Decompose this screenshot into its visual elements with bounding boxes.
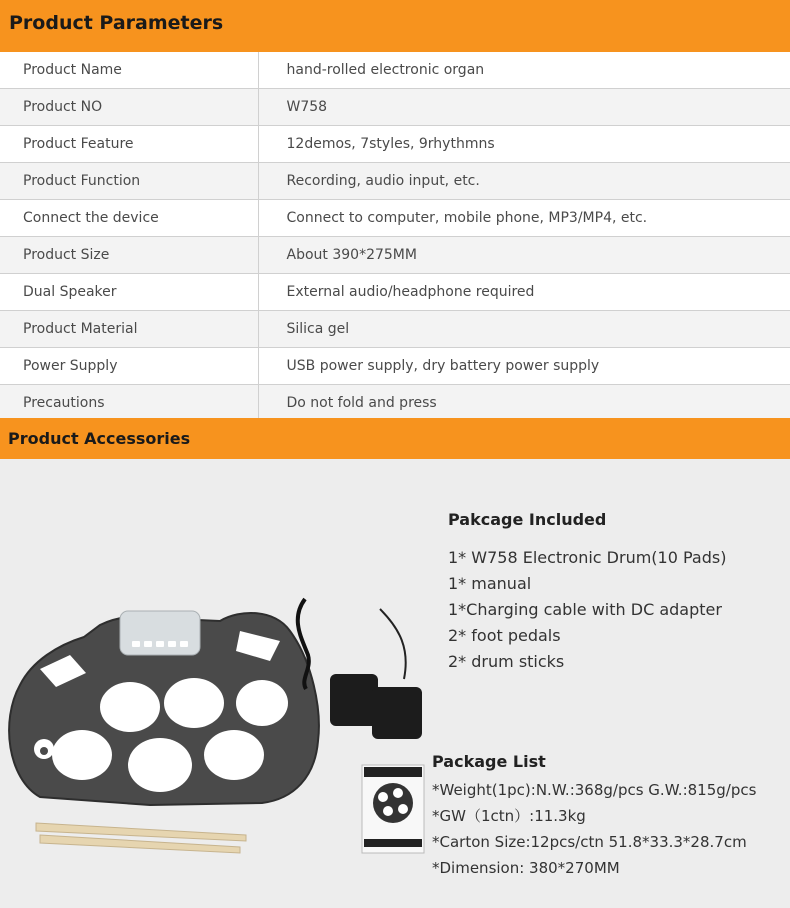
param-value: About 390*275MM bbox=[258, 237, 790, 274]
manual-illustration bbox=[362, 765, 424, 853]
foot-pedals-illustration bbox=[330, 609, 422, 739]
package-list-title: Package List bbox=[432, 752, 546, 771]
product-parameters-table bbox=[0, 52, 790, 422]
table-row bbox=[0, 200, 790, 237]
package-included-title: Pakcage Included bbox=[448, 510, 607, 529]
drum-sticks-illustration bbox=[36, 823, 246, 853]
package-included-list bbox=[448, 545, 726, 675]
list-item: 2* foot pedals bbox=[448, 626, 561, 645]
param-label: Power Supply bbox=[0, 348, 258, 385]
param-value: USB power supply, dry battery power supply bbox=[258, 348, 790, 385]
product-parameters-header: Product Parameters bbox=[0, 0, 790, 52]
table-row bbox=[0, 163, 790, 200]
param-label: Product Feature bbox=[0, 126, 258, 163]
param-label: Dual Speaker bbox=[0, 274, 258, 311]
param-value: Recording, audio input, etc. bbox=[258, 163, 790, 200]
param-value: Do not fold and press bbox=[258, 385, 790, 422]
param-label: Product Name bbox=[0, 52, 258, 89]
list-item: 1*Charging cable with DC adapter bbox=[448, 600, 722, 619]
table-row bbox=[0, 89, 790, 126]
list-item: 2* drum sticks bbox=[448, 652, 565, 671]
table-row bbox=[0, 274, 790, 311]
param-label: Product Function bbox=[0, 163, 258, 200]
package-list bbox=[432, 777, 756, 881]
list-item: 1* manual bbox=[448, 574, 532, 593]
list-item: *GW（1ctn）:11.3kg bbox=[432, 807, 586, 825]
param-label: Precautions bbox=[0, 385, 258, 422]
product-accessories-header: Product Accessories bbox=[0, 418, 790, 459]
param-value: W758 bbox=[258, 89, 790, 126]
table-row bbox=[0, 311, 790, 348]
param-value: Connect to computer, mobile phone, MP3/MP4, etc. bbox=[258, 200, 790, 237]
param-value: hand-rolled electronic organ bbox=[258, 52, 790, 89]
param-label: Connect the device bbox=[0, 200, 258, 237]
param-label: Product NO bbox=[0, 89, 258, 126]
param-label: Product Size bbox=[0, 237, 258, 274]
table-row bbox=[0, 385, 790, 422]
param-label: Product Material bbox=[0, 311, 258, 348]
accessories-area bbox=[0, 459, 790, 908]
table-row bbox=[0, 237, 790, 274]
list-item: *Carton Size:12pcs/ctn 51.8*33.3*28.7cm bbox=[432, 833, 747, 851]
list-item: *Dimension: 380*270MM bbox=[432, 859, 620, 877]
table-row bbox=[0, 52, 790, 89]
list-item: *Weight(1pc):N.W.:368g/pcs G.W.:815g/pcs bbox=[432, 781, 757, 799]
table-row bbox=[0, 126, 790, 163]
list-item: 1* W758 Electronic Drum(10 Pads) bbox=[448, 548, 727, 567]
param-value: External audio/headphone required bbox=[258, 274, 790, 311]
param-value: Silica gel bbox=[258, 311, 790, 348]
drum-pad-illustration bbox=[9, 611, 319, 805]
param-value: 12demos, 7styles, 9rhythmns bbox=[258, 126, 790, 163]
table-row bbox=[0, 348, 790, 385]
